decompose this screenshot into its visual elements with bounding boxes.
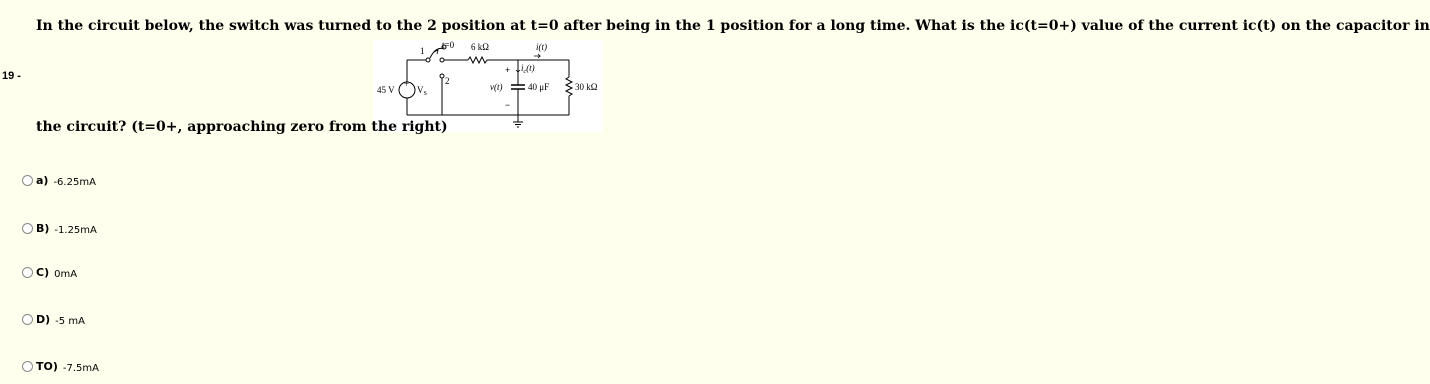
resistor-6k-label: 6 kΩ [471,42,489,52]
source-name-label: $V_S$ [417,85,427,97]
switch-pos1-label: 1 [420,46,425,56]
switch-common [440,58,444,62]
radio-option-b[interactable] [22,223,33,234]
resistor-6k [468,57,487,63]
option-b[interactable] [22,220,97,236]
radio-option-d[interactable] [22,314,33,325]
option-c[interactable] [22,264,77,280]
option-b-letter: B) [36,221,50,235]
current-ic-label: $i_c(t)$ [521,63,535,75]
radio-option-e[interactable] [22,361,33,372]
capacitor-value-label: 40 μF [528,82,550,92]
option-a-text: -6.25mA [53,176,96,188]
option-b-text: -1.25mA [54,224,97,236]
source-plus: + [404,79,410,89]
option-a[interactable] [22,172,96,188]
question-text-line1: In the circuit below, the switch was turned to the 2 position at t=0 after being in the 1 position for a long time. What is the ic(t=0+) value of the current ic(t) on the capacitor in [36,18,1430,34]
option-a-letter: a) [36,173,49,187]
option-e-letter: TO) [36,359,58,373]
resistor-30k [566,77,572,96]
radio-option-c[interactable] [22,267,33,278]
voltage-plus: + [505,65,511,75]
question-text-line2: the circuit? (t=0+, approaching zero from the right) [36,119,448,135]
voltage-minus: − [505,100,511,110]
switch-time-label: t=0 [442,40,455,50]
current-i-label: i(t) [536,42,547,52]
option-e[interactable] [22,358,99,374]
option-d[interactable] [22,311,85,327]
option-c-text: 0mA [54,268,78,280]
option-d-text: -5 mA [55,315,85,327]
option-e-text: -7.5mA [62,362,99,374]
switch-pos2-label: 2 [445,76,450,86]
resistor-30k-label: 30 kΩ [575,82,598,92]
option-c-letter: C) [36,265,50,279]
option-d-letter: D) [36,312,51,326]
voltage-v-label: v(t) [490,82,503,92]
question-number: 19 - [2,70,21,82]
source-value-label: 45 V [377,85,395,95]
switch-terminal-1 [426,58,430,62]
radio-option-a[interactable] [22,175,33,186]
